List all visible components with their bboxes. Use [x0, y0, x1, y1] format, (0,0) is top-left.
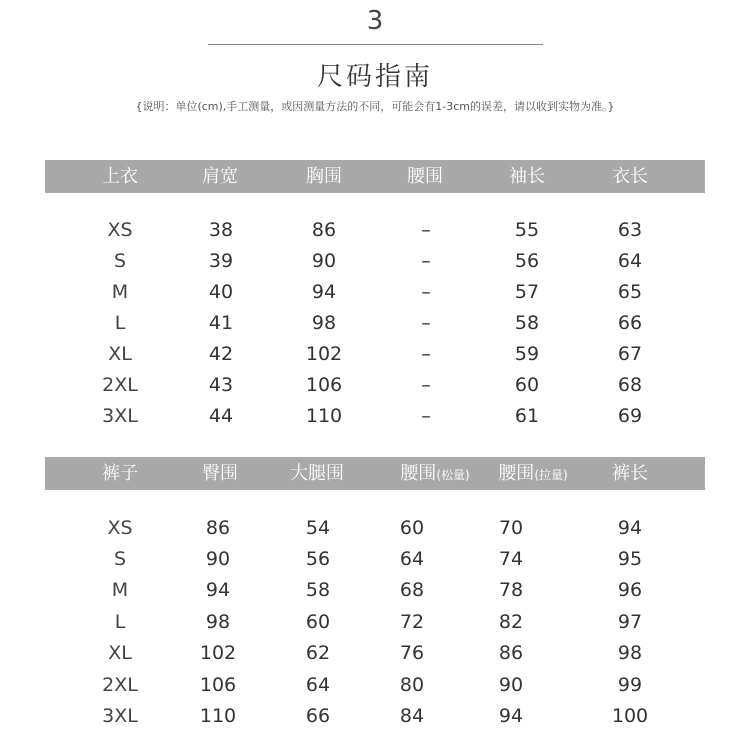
size-label: XL — [108, 343, 132, 365]
table-cell: 58 — [514, 312, 540, 334]
table-cell: 69 — [617, 405, 643, 427]
table-cell: 59 — [514, 343, 540, 365]
size-label: 3XL — [102, 705, 138, 727]
table-cell: 98 — [311, 312, 337, 334]
table-cell: 90 — [311, 250, 337, 272]
table-cell: 42 — [208, 343, 234, 365]
size-label: M — [111, 281, 129, 303]
table-cell: – — [421, 343, 431, 365]
header-cell: 大腿围 — [290, 463, 344, 484]
pants-table-header — [45, 457, 705, 490]
size-label: 3XL — [102, 405, 138, 427]
divider — [208, 44, 543, 45]
header-cell — [498, 457, 567, 490]
header-cell: 上衣 — [102, 166, 138, 187]
table-cell: 80 — [399, 674, 425, 696]
table-cell: 63 — [617, 219, 643, 241]
table-cell: 94 — [498, 705, 524, 727]
header-cell: 腰围 — [407, 166, 443, 187]
table-cell: 95 — [617, 548, 643, 570]
header-cell: 臀围 — [202, 463, 238, 484]
table-cell: – — [421, 312, 431, 334]
table-cell: 86 — [205, 517, 231, 539]
table-cell: 56 — [514, 250, 540, 272]
table-cell: 110 — [199, 705, 237, 727]
table-cell: 72 — [399, 611, 425, 633]
size-label: 2XL — [102, 374, 138, 396]
size-label: S — [113, 548, 127, 570]
table-cell: 57 — [514, 281, 540, 303]
table-cell: 76 — [399, 642, 425, 664]
table-cell: 102 — [305, 343, 343, 365]
table-cell: 90 — [498, 674, 524, 696]
table-cell: 62 — [305, 642, 331, 664]
table-cell: 39 — [208, 250, 234, 272]
table-cell: 64 — [399, 548, 425, 570]
table-cell: 70 — [498, 517, 524, 539]
table-cell: 67 — [617, 343, 643, 365]
table-cell: 44 — [208, 405, 234, 427]
table-cell: – — [421, 374, 431, 396]
table-cell: 100 — [611, 705, 649, 727]
table-cell: 68 — [399, 579, 425, 601]
table-cell: 82 — [498, 611, 524, 633]
size-label: XS — [107, 517, 133, 539]
header-sub: (拉量) — [534, 468, 568, 482]
table-cell: 54 — [305, 517, 331, 539]
table-cell: 86 — [498, 642, 524, 664]
table-cell: 58 — [305, 579, 331, 601]
table-cell: 43 — [208, 374, 234, 396]
table-cell: 98 — [205, 611, 231, 633]
table-cell: 94 — [311, 281, 337, 303]
size-label: XL — [108, 642, 132, 664]
table-cell: – — [421, 250, 431, 272]
table-cell: 110 — [305, 405, 343, 427]
table-cell: 98 — [617, 642, 643, 664]
page-title: 尺码指南 — [316, 62, 433, 92]
table-cell: 74 — [498, 548, 524, 570]
table-cell: 90 — [205, 548, 231, 570]
header-cell: 裤子 — [102, 463, 138, 484]
table-cell: 65 — [617, 281, 643, 303]
header-sub: (松量) — [436, 468, 470, 482]
header-main: 腰围 — [400, 463, 437, 484]
table-cell: 102 — [199, 642, 237, 664]
table-cell: 55 — [514, 219, 540, 241]
table-cell: 60 — [514, 374, 540, 396]
size-label: XS — [107, 219, 133, 241]
table-cell: 66 — [617, 312, 643, 334]
table-cell: 40 — [208, 281, 234, 303]
table-cell: 64 — [305, 674, 331, 696]
measurement-note: {说明：单位(cm),手工测量，或因测量方法的不同，可能会有1-3cm的误差，请以收到实物为准。} — [135, 100, 615, 113]
table-cell: – — [421, 405, 431, 427]
header-cell: 裤长 — [612, 463, 648, 484]
table-cell: 61 — [514, 405, 540, 427]
table-cell: 78 — [498, 579, 524, 601]
table-cell: 66 — [305, 705, 331, 727]
table-cell: 60 — [305, 611, 331, 633]
top-table-header — [45, 160, 705, 193]
table-cell: 86 — [311, 219, 337, 241]
table-cell: 94 — [617, 517, 643, 539]
table-cell: 68 — [617, 374, 643, 396]
table-cell: – — [421, 281, 431, 303]
table-cell: 38 — [208, 219, 234, 241]
header-cell: 袖长 — [509, 166, 545, 187]
table-cell: 96 — [617, 579, 643, 601]
header-main: 腰围 — [498, 463, 535, 484]
size-label: M — [111, 579, 129, 601]
size-label: 2XL — [102, 674, 138, 696]
size-label: L — [114, 611, 126, 633]
size-label: S — [113, 250, 127, 272]
table-cell: 99 — [617, 674, 643, 696]
size-label: L — [114, 312, 126, 334]
table-cell: 84 — [399, 705, 425, 727]
header-cell: 肩宽 — [202, 166, 238, 187]
table-cell: 106 — [305, 374, 343, 396]
table-cell: 60 — [399, 517, 425, 539]
table-cell: 94 — [205, 579, 231, 601]
table-cell: 97 — [617, 611, 643, 633]
table-cell: 41 — [208, 312, 234, 334]
header-cell: 胸围 — [306, 166, 342, 187]
header-cell: 衣长 — [612, 166, 648, 187]
table-cell: – — [421, 219, 431, 241]
table-cell: 106 — [199, 674, 237, 696]
table-cell: 56 — [305, 548, 331, 570]
table-cell: 64 — [617, 250, 643, 272]
page-number: 3 — [366, 6, 384, 36]
header-cell — [400, 457, 469, 490]
